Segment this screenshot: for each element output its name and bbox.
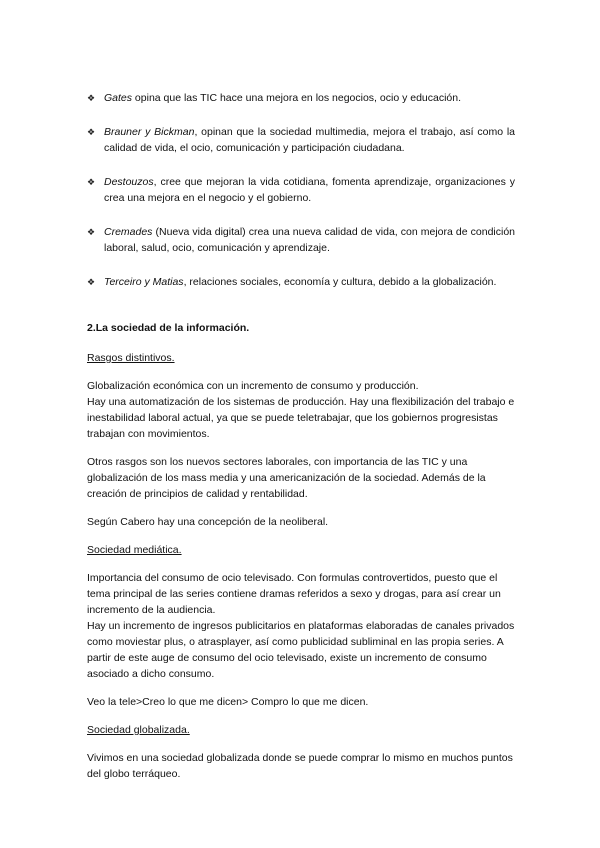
author-opinion: , cree que mejoran la vida cotidiana, fomenta aprendizaje, organizaciones y crea una mejora en el negocio y el gobierno.	[104, 176, 515, 204]
list-item	[87, 224, 515, 256]
section-title: 2.La sociedad de la información.	[87, 322, 250, 334]
author-opinion: (Nueva vida digital) crea una nueva calidad de vida, con mejora de condición laboral, salud, ocio, comunicación y aprendizaje.	[104, 226, 515, 254]
author-name: Destouzos	[104, 176, 154, 188]
author-opinion: , opinan que la sociedad multimedia, mejora el trabajo, así como la calidad de vida, el ocio, comunicación y participación ciudadana.	[104, 126, 516, 154]
subheading-globalizada: Sociedad globalizada.	[87, 724, 190, 736]
paragraph	[87, 378, 515, 442]
diamond-bullet-icon: ❖	[87, 277, 96, 287]
list-item	[87, 90, 515, 106]
author-opinion: opina que las TIC hace una mejora en los negocios, ocio y educación.	[132, 92, 462, 104]
opinion-list	[87, 90, 515, 308]
author-name: Terceiro y Matias	[104, 276, 184, 288]
paragraph	[87, 694, 515, 710]
diamond-bullet-icon: ❖	[87, 227, 96, 237]
paragraph-line: Según Cabero hay una concepción de la neoliberal.	[87, 516, 329, 528]
author-opinion: , relaciones sociales, economía y cultura, debido a la globalización.	[183, 276, 497, 288]
list-item-text	[104, 224, 515, 256]
diamond-bullet-icon: ❖	[87, 177, 96, 187]
list-item-text	[104, 90, 515, 106]
paragraph	[87, 514, 515, 530]
diamond-bullet-icon: ❖	[87, 127, 96, 137]
list-item	[87, 124, 515, 156]
author-name: Cremades	[104, 226, 153, 238]
section-information-society	[87, 320, 515, 794]
subheading-mediatica: Sociedad mediática.	[87, 544, 182, 556]
paragraph-line: Hay un incremento de ingresos publicitarios en plataformas elaboradas de canales privados como moviestar plus, o atrasplayer, así como publicidad subliminal en las propia series. A partir de este auge de consumo del ocio televisado, existe un incremento de consumo asociado a dicho consumo.	[87, 620, 515, 680]
list-item-text	[104, 174, 515, 206]
diamond-bullet-icon: ❖	[87, 93, 96, 103]
author-name: Gates	[104, 92, 133, 104]
paragraph	[87, 750, 515, 782]
list-item-text	[104, 274, 515, 290]
list-item	[87, 274, 515, 290]
paragraph-line: Vivimos en una sociedad globalizada donde se puede comprar lo mismo en muchos puntos del globo terráqueo.	[87, 752, 513, 780]
paragraph-line: Otros rasgos son los nuevos sectores laborales, con importancia de las TIC y una globalización de los mass media y una americanización de la sociedad. Además de la creación de principios de calidad y rentabilidad.	[87, 456, 486, 500]
paragraph	[87, 570, 515, 682]
list-item	[87, 174, 515, 206]
paragraph-line: Importancia del consumo de ocio televisado. Con formulas controvertidos, puesto que el tema principal de las series contiene dramas referidos a sexo y drogas, para así crear un incremento de la audiencia.	[87, 572, 501, 616]
author-name: Brauner y Bickman	[104, 126, 195, 138]
paragraph-line: Hay una automatización de los sistemas de producción. Hay una flexibilización del trabajo e inestabilidad laboral actual, ya que se puede teletrabajar, que los gobiernos progresistas trabajan con movimientos.	[87, 396, 515, 440]
subheading-rasgos: Rasgos distintivos.	[87, 352, 175, 364]
list-item-text	[104, 124, 515, 156]
paragraph-line: Globalización económica con un incremento de consumo y producción.	[87, 380, 419, 392]
paragraph-line: Veo la tele>Creo lo que me dicen> Compro lo que me dicen.	[87, 696, 369, 708]
paragraph	[87, 454, 515, 502]
